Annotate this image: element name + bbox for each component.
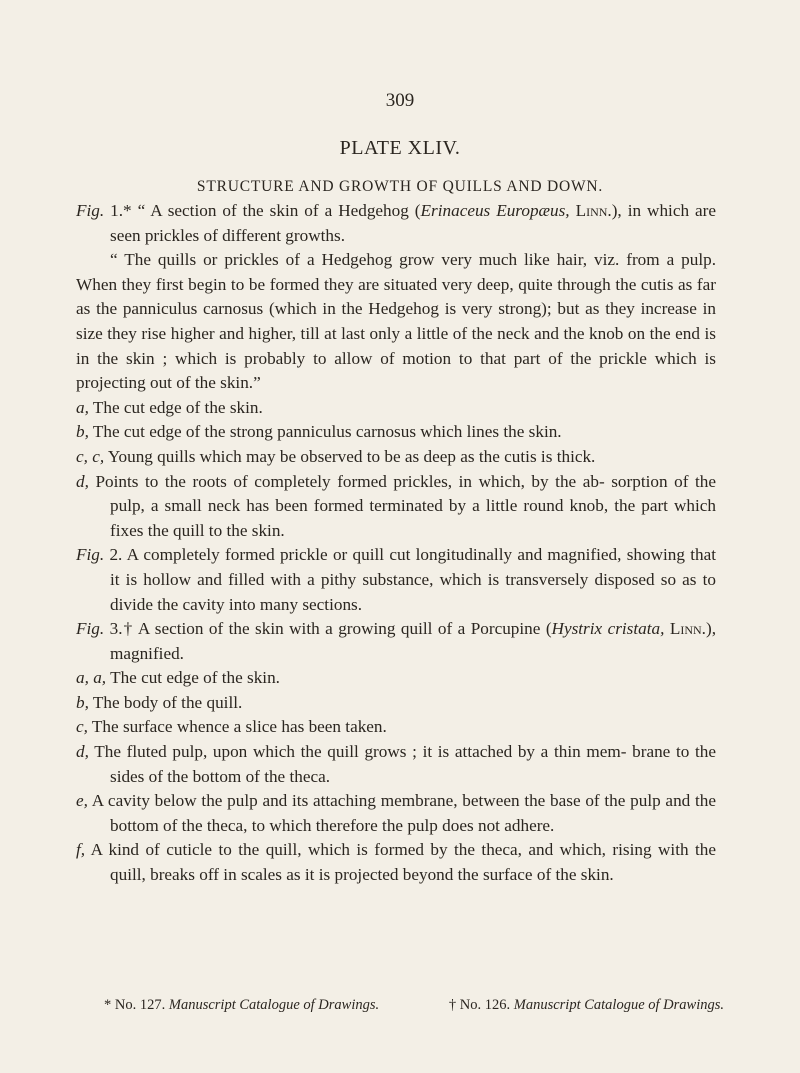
legend-d3-text: The fluted pulp, upon which the quill grows ; it is attached by a thin mem- brane to the sides of the bottom of the theca. bbox=[88, 742, 716, 786]
footnote-2-title: Manuscript Catalogue of Drawings. bbox=[513, 997, 724, 1013]
fig1-label: Fig. bbox=[76, 201, 105, 220]
legend-b3-text: The body of the quill. bbox=[88, 692, 243, 712]
fig1-paragraph bbox=[76, 199, 716, 248]
plate-subtitle: STRUCTURE AND GROWTH OF QUILLS AND DOWN. bbox=[196, 178, 604, 195]
legend-e3-label: e, bbox=[76, 791, 88, 811]
fig3-linn: Linn. bbox=[664, 619, 706, 639]
legend-e3 bbox=[76, 789, 716, 838]
legend-d3 bbox=[76, 740, 716, 789]
fig3-paragraph bbox=[76, 617, 716, 666]
legend-d3-label: d, bbox=[76, 742, 89, 762]
legend-a3-text: The cut edge of the skin. bbox=[106, 668, 280, 688]
legend-c3-text: The surface whence a slice has been taken. bbox=[87, 717, 387, 737]
fig1-number: 1.* bbox=[104, 201, 138, 220]
legend-b1-label: b, bbox=[76, 422, 89, 442]
legend-a3-label: a, a, bbox=[76, 668, 107, 688]
body-text bbox=[76, 199, 716, 888]
quote-paragraph: “ The quills or prickles of a Hedgehog grow very much like hair, viz. from a pulp. When they first begin to be formed they are situated very deep, quite through the cutis as far as the panniculus carnosus (which in the Hedgehog is very strong); but as they increase in size they rise higher and higher, till at last only a little of the neck and the knob on the end is in the skin ; which is probably to allow of motion to that part of the prickle which is projecting out of the skin.” bbox=[76, 250, 716, 393]
footnote-1 bbox=[104, 997, 379, 1014]
legend-d1-text: Points to the roots of completely formed prickles, in which, by the ab- sorption of the pulp, a small neck has been formed terminated by a little round knob, the part which fixes the quill to the skin. bbox=[88, 471, 716, 540]
legend-b3-label: b, bbox=[76, 692, 89, 712]
legend-c3-label: c, bbox=[76, 717, 88, 737]
legend-c1-label: c, c, bbox=[76, 446, 105, 466]
fig1-linn: Linn. bbox=[569, 201, 612, 220]
fig2-paragraph bbox=[76, 543, 716, 617]
legend-c1 bbox=[76, 445, 716, 470]
plate-title: PLATE XLIV. bbox=[339, 137, 461, 159]
fig1-text-b: ), in which are seen prickles of different growths. bbox=[110, 201, 717, 245]
legend-d1-label: d, bbox=[76, 471, 89, 491]
fig1-text-a: “ A section of the skin of a Hedgehog ( bbox=[137, 201, 421, 220]
footnotes bbox=[104, 997, 724, 1014]
page-number: 309 bbox=[385, 90, 415, 111]
footnote-1-title: Manuscript Catalogue of Drawings. bbox=[168, 997, 380, 1013]
legend-b1-text: The cut edge of the strong panniculus carnosus which lines the skin. bbox=[88, 422, 562, 442]
legend-e3-text: A cavity below the pulp and its attaching membrane, between the base of the pulp and the bottom of the theca, to which therefore the pulp does not adhere. bbox=[87, 791, 716, 835]
legend-d1 bbox=[76, 470, 716, 544]
legend-b1 bbox=[76, 420, 716, 445]
fig3-species: Hystrix cristata, bbox=[551, 619, 665, 639]
legend-f3-label: f, bbox=[76, 840, 86, 860]
footnote-2 bbox=[449, 997, 724, 1014]
legend-a3 bbox=[76, 666, 716, 691]
legend-c1-text: Young quills which may be observed to be as deep as the cutis is thick. bbox=[104, 446, 596, 466]
footnote-2-mark: † No. 126. bbox=[448, 997, 514, 1013]
fig2-text: 2. A completely formed prickle or quill cut longitudinally and magnified, showing that it is hollow and filled with a pithy substance, which is transversely disposed so as to divide the cavity into many sections. bbox=[104, 545, 716, 614]
fig1-species: Erinaceus Europæus, bbox=[420, 201, 570, 220]
legend-c3 bbox=[76, 715, 716, 740]
fig2-label: Fig. bbox=[76, 545, 105, 565]
legend-f3 bbox=[76, 838, 716, 887]
legend-f3-text: A kind of cuticle to the quill, which is formed by the theca, and which, rising with the quill, breaks off in scales as it is projected beyond the surface of the skin. bbox=[85, 840, 716, 885]
legend-b3 bbox=[76, 691, 716, 716]
footnote-1-mark: * No. 127. bbox=[104, 997, 169, 1013]
fig3-text-a: 3.† A section of the skin with a growing quill of a Porcupine ( bbox=[104, 619, 552, 639]
legend-a1 bbox=[76, 396, 716, 421]
legend-a1-label: a, bbox=[76, 397, 89, 417]
legend-a1-text: The cut edge of the skin. bbox=[88, 397, 263, 417]
fig3-label: Fig. bbox=[76, 619, 105, 639]
fig3-text-b: ), magnified. bbox=[110, 619, 716, 663]
